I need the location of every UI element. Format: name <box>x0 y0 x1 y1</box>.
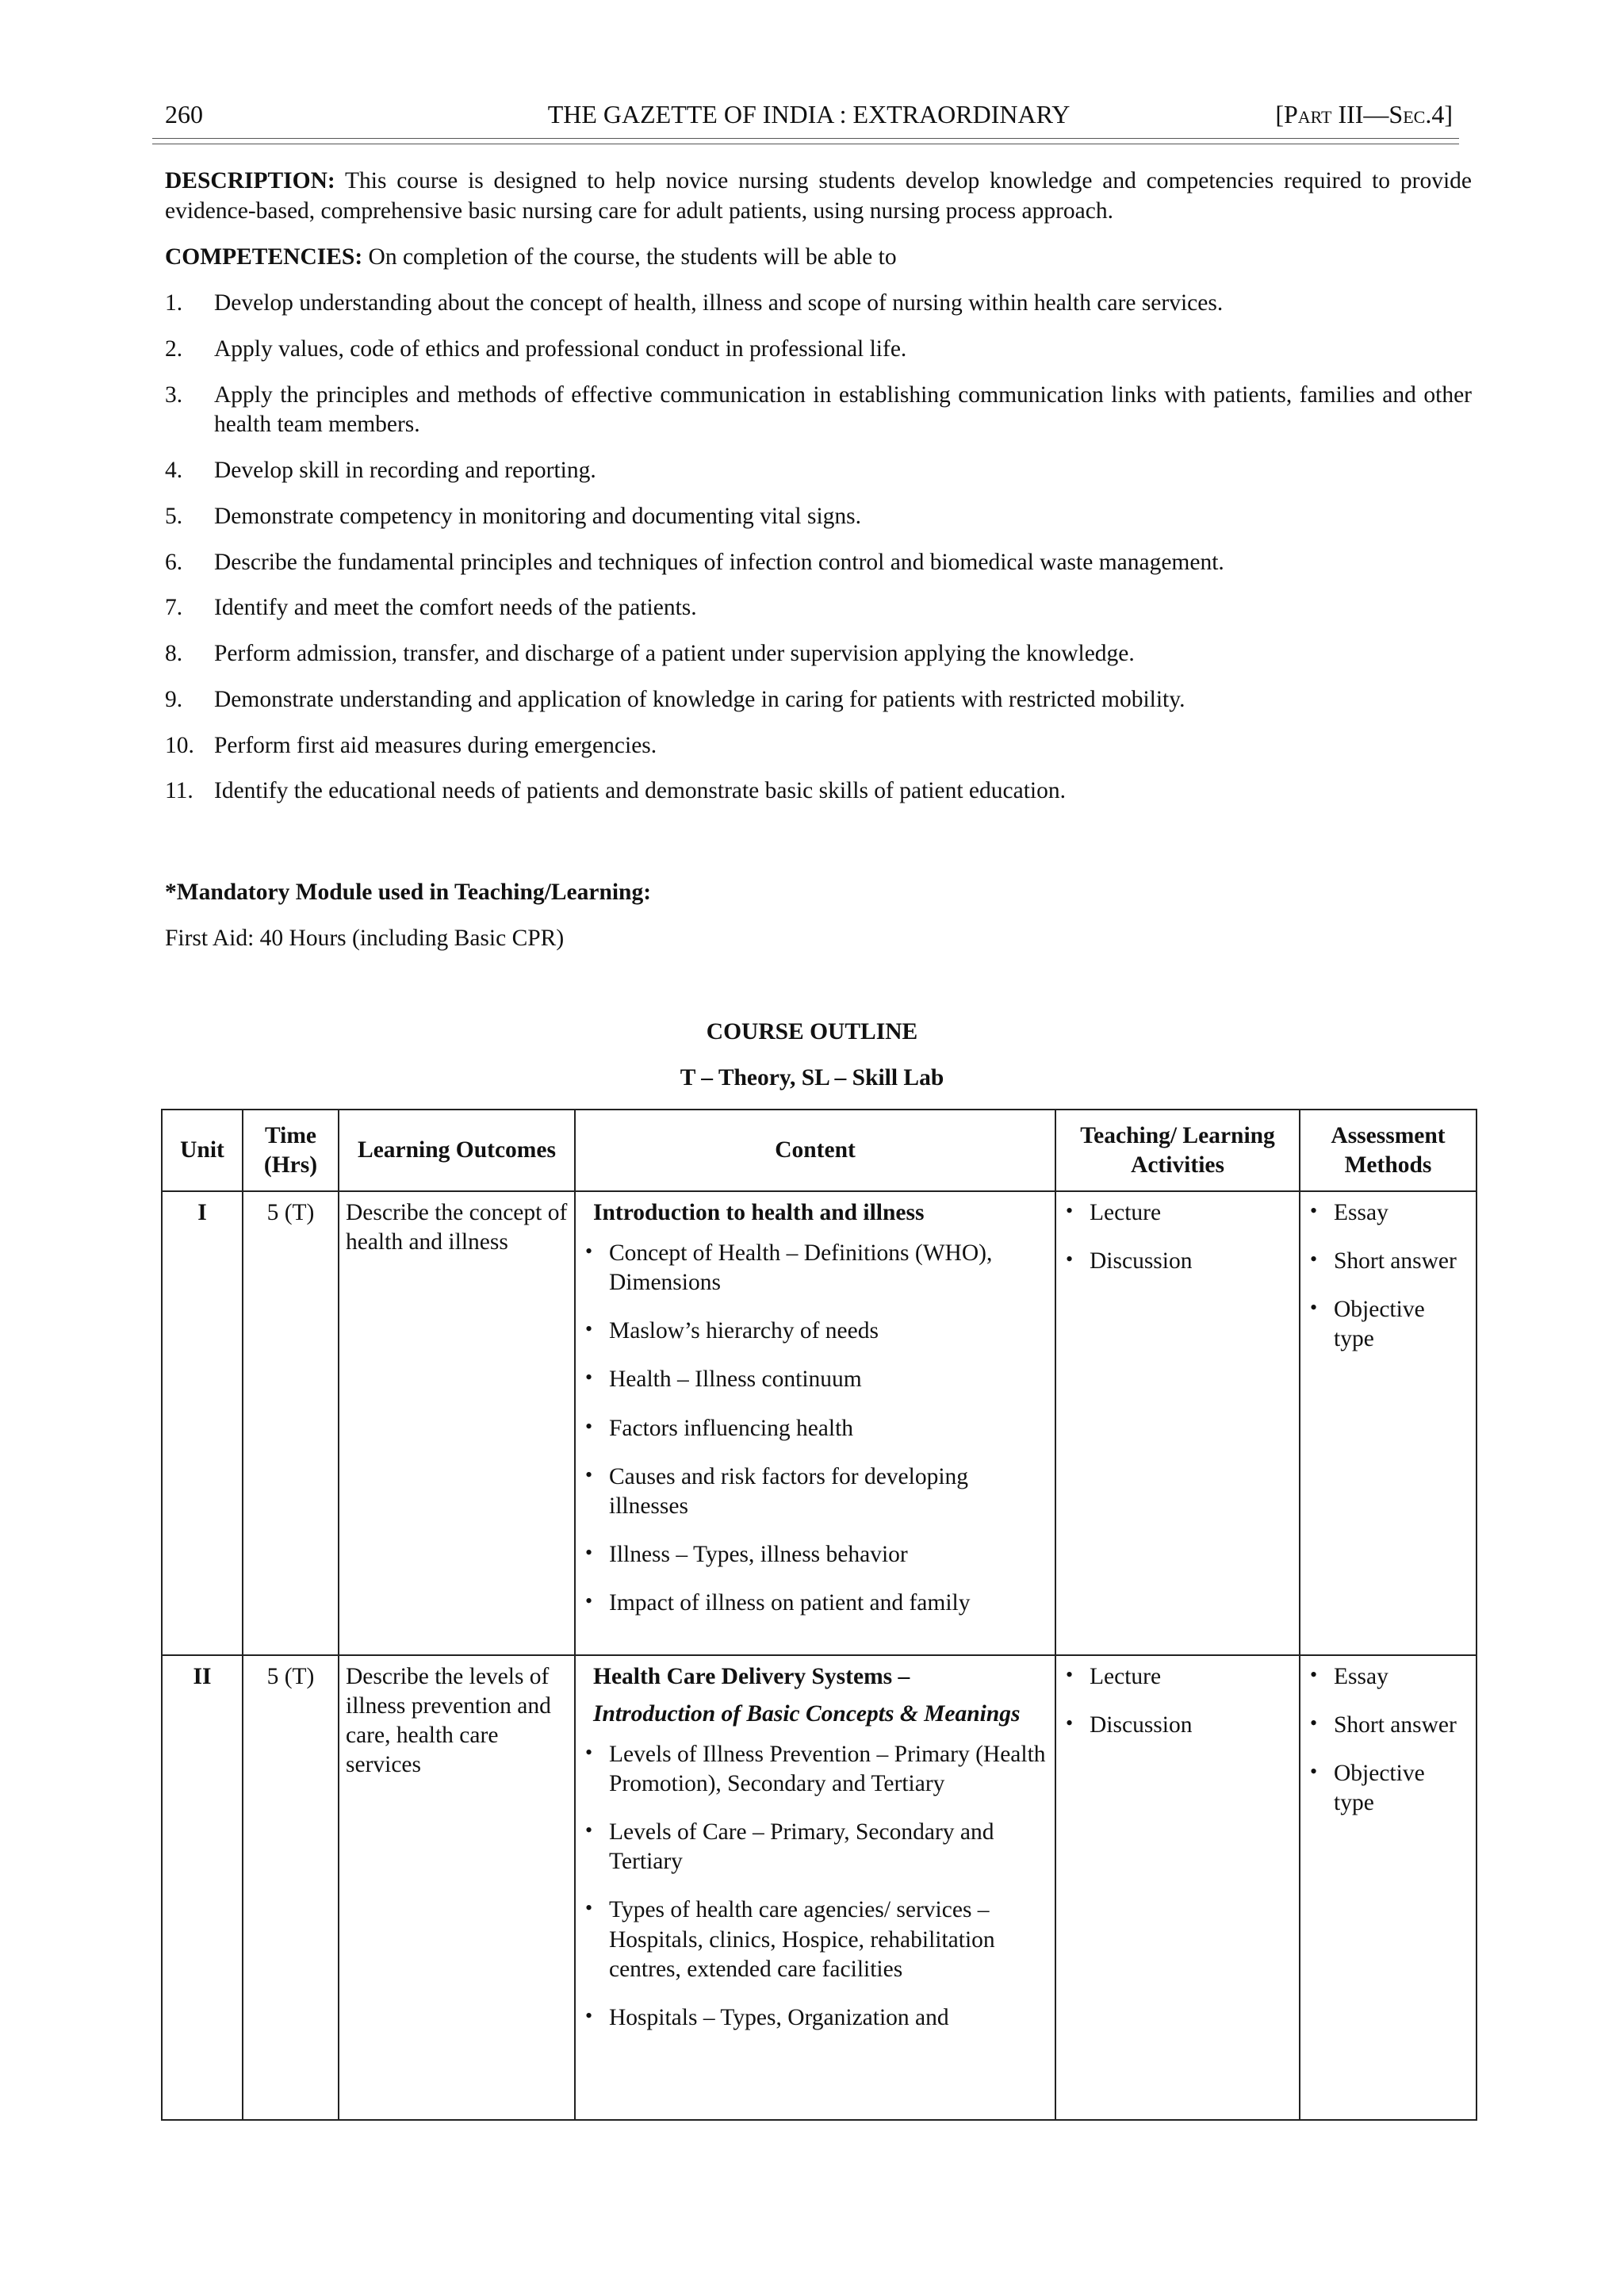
column-header-outcomes: Learning Outcomes <box>339 1110 575 1191</box>
list-item: • Lecture <box>1063 1198 1293 1228</box>
list-item: • Essay <box>1307 1198 1469 1228</box>
competencies-text: On completion of the course, the students will be able to <box>362 244 897 270</box>
course-outline-table <box>161 1109 1477 2121</box>
list-item: 3. Apply the principles and methods of effective communication in establishing communication links with patients, families and other health team members. <box>165 381 1472 438</box>
description-paragraph <box>165 167 1472 227</box>
content-title: Health Care Delivery Systems – <box>593 1664 910 1689</box>
mandatory-module-text: First Aid: 40 Hours (including Basic CPR) <box>165 926 565 951</box>
list-item: 5. Demonstrate competency in monitoring and documenting vital signs. <box>165 503 862 529</box>
unit-cell: I <box>162 1191 243 1655</box>
list-item: 6. Describe the fundamental principles and techniques of infection control and biomedical waste management. <box>165 549 1224 575</box>
competencies-intro <box>165 243 1472 273</box>
part-section: [Part III—Sec.4] <box>1275 100 1453 128</box>
outcome-cell: Describe the concept of health and illness <box>339 1191 575 1655</box>
content-list <box>582 1740 1048 2033</box>
list-item: 10. Perform first aid measures during emergencies. <box>165 732 657 758</box>
column-header-content: Content <box>575 1110 1055 1191</box>
activities-cell <box>1055 1191 1300 1655</box>
time-cell: 5 (T) <box>243 1655 339 2120</box>
list-item: • Lecture <box>1063 1662 1293 1692</box>
list-item: • Impact of illness on patient and family <box>582 1589 1048 1618</box>
list-item: 2. Apply values, code of ethics and professional conduct in professional life. <box>165 335 907 362</box>
competencies-label: COMPETENCIES: <box>165 244 363 270</box>
list-item: • Short answer <box>1307 1247 1469 1276</box>
table-header-row <box>162 1110 1477 1191</box>
page-number: 260 <box>165 100 203 128</box>
list-item: • Essay <box>1307 1662 1469 1692</box>
list-item: 4. Develop skill in recording and reporting. <box>165 458 596 483</box>
list-item: • Short answer <box>1307 1711 1469 1740</box>
list-item: 11. Identify the educational needs of patients and demonstrate basic skills of patient education. <box>165 778 1066 804</box>
list-item: • Factors influencing health <box>582 1414 1048 1443</box>
content-list <box>582 1239 1048 1618</box>
content-cell <box>575 1655 1055 2120</box>
course-outline-legend: T – Theory, SL – Skill Lab <box>680 1065 944 1091</box>
list-item: • Levels of Care – Primary, Secondary and Tertiary <box>582 1818 1048 1876</box>
gazette-header <box>165 98 1453 133</box>
assessment-cell <box>1300 1191 1477 1655</box>
table-row <box>162 1191 1477 1655</box>
list-item: 1. Develop understanding about the concept of health, illness and scope of nursing within health care services. <box>165 290 1224 316</box>
activities-list <box>1063 1198 1293 1276</box>
gazette-title: THE GAZETTE OF INDIA : EXTRAORDINARY <box>547 100 1071 128</box>
content-title: Introduction to health and illness <box>593 1200 925 1225</box>
content-subtitle: Introduction of Basic Concepts & Meanings <box>593 1700 1021 1727</box>
list-item: • Objective type <box>1307 1759 1469 1818</box>
list-item: 8. Perform admission, transfer, and discharge of a patient under supervision applying the knowledge. <box>165 641 1135 666</box>
description-text: This course is designed to help novice nursing students develop knowledge and competencies required to provide evidence-based, comprehensive basic nursing care for adult patients, using nursing process approach. <box>165 168 1472 224</box>
table-row <box>162 1655 1477 2120</box>
column-header-assessment: Assessment Methods <box>1300 1110 1477 1191</box>
list-item: • Discussion <box>1063 1711 1293 1740</box>
list-item: • Objective type <box>1307 1295 1469 1354</box>
assessment-cell <box>1300 1655 1477 2120</box>
list-item: • Health – Illness continuum <box>582 1365 1048 1394</box>
list-item: • Illness – Types, illness behavior <box>582 1540 1048 1570</box>
list-item: • Causes and risk factors for developing illnesses <box>582 1462 1048 1521</box>
list-item: 7. Identify and meet the comfort needs of the patients. <box>165 595 697 621</box>
assessment-list <box>1307 1198 1469 1355</box>
outcome-cell: Describe the levels of illness prevention and care, health care services <box>339 1655 575 2120</box>
list-item: • Concept of Health – Definitions (WHO), Dimensions <box>582 1239 1048 1297</box>
activities-cell <box>1055 1655 1300 2120</box>
list-item: • Hospitals – Types, Organization and <box>582 2003 1048 2033</box>
column-header-unit: Unit <box>162 1110 243 1191</box>
competencies-list <box>165 289 1472 822</box>
assessment-list <box>1307 1662 1469 1819</box>
list-item: • Discussion <box>1063 1247 1293 1276</box>
content-cell <box>575 1191 1055 1655</box>
mandatory-module-title: *Mandatory Module used in Teaching/Learning: <box>165 880 652 905</box>
list-item: • Levels of Illness Prevention – Primary (Health Promotion), Secondary and Tertiary <box>582 1740 1048 1799</box>
activities-list <box>1063 1662 1293 1740</box>
list-item: 9. Demonstrate understanding and application of knowledge in caring for patients with restricted mobility. <box>165 686 1185 712</box>
course-outline-title: COURSE OUTLINE <box>706 1019 918 1045</box>
unit-cell: II <box>162 1655 243 2120</box>
column-header-activities: Teaching/ Learning Activities <box>1055 1110 1300 1191</box>
header-divider-top <box>152 138 1459 139</box>
column-header-time: Time (Hrs) <box>243 1110 339 1191</box>
description-label: DESCRIPTION: <box>165 168 335 194</box>
list-item: • Maslow’s hierarchy of needs <box>582 1317 1048 1346</box>
list-item: • Types of health care agencies/ services – Hospitals, clinics, Hospice, rehabilitation centres, extended care facilities <box>582 1895 1048 1984</box>
time-cell: 5 (T) <box>243 1191 339 1655</box>
